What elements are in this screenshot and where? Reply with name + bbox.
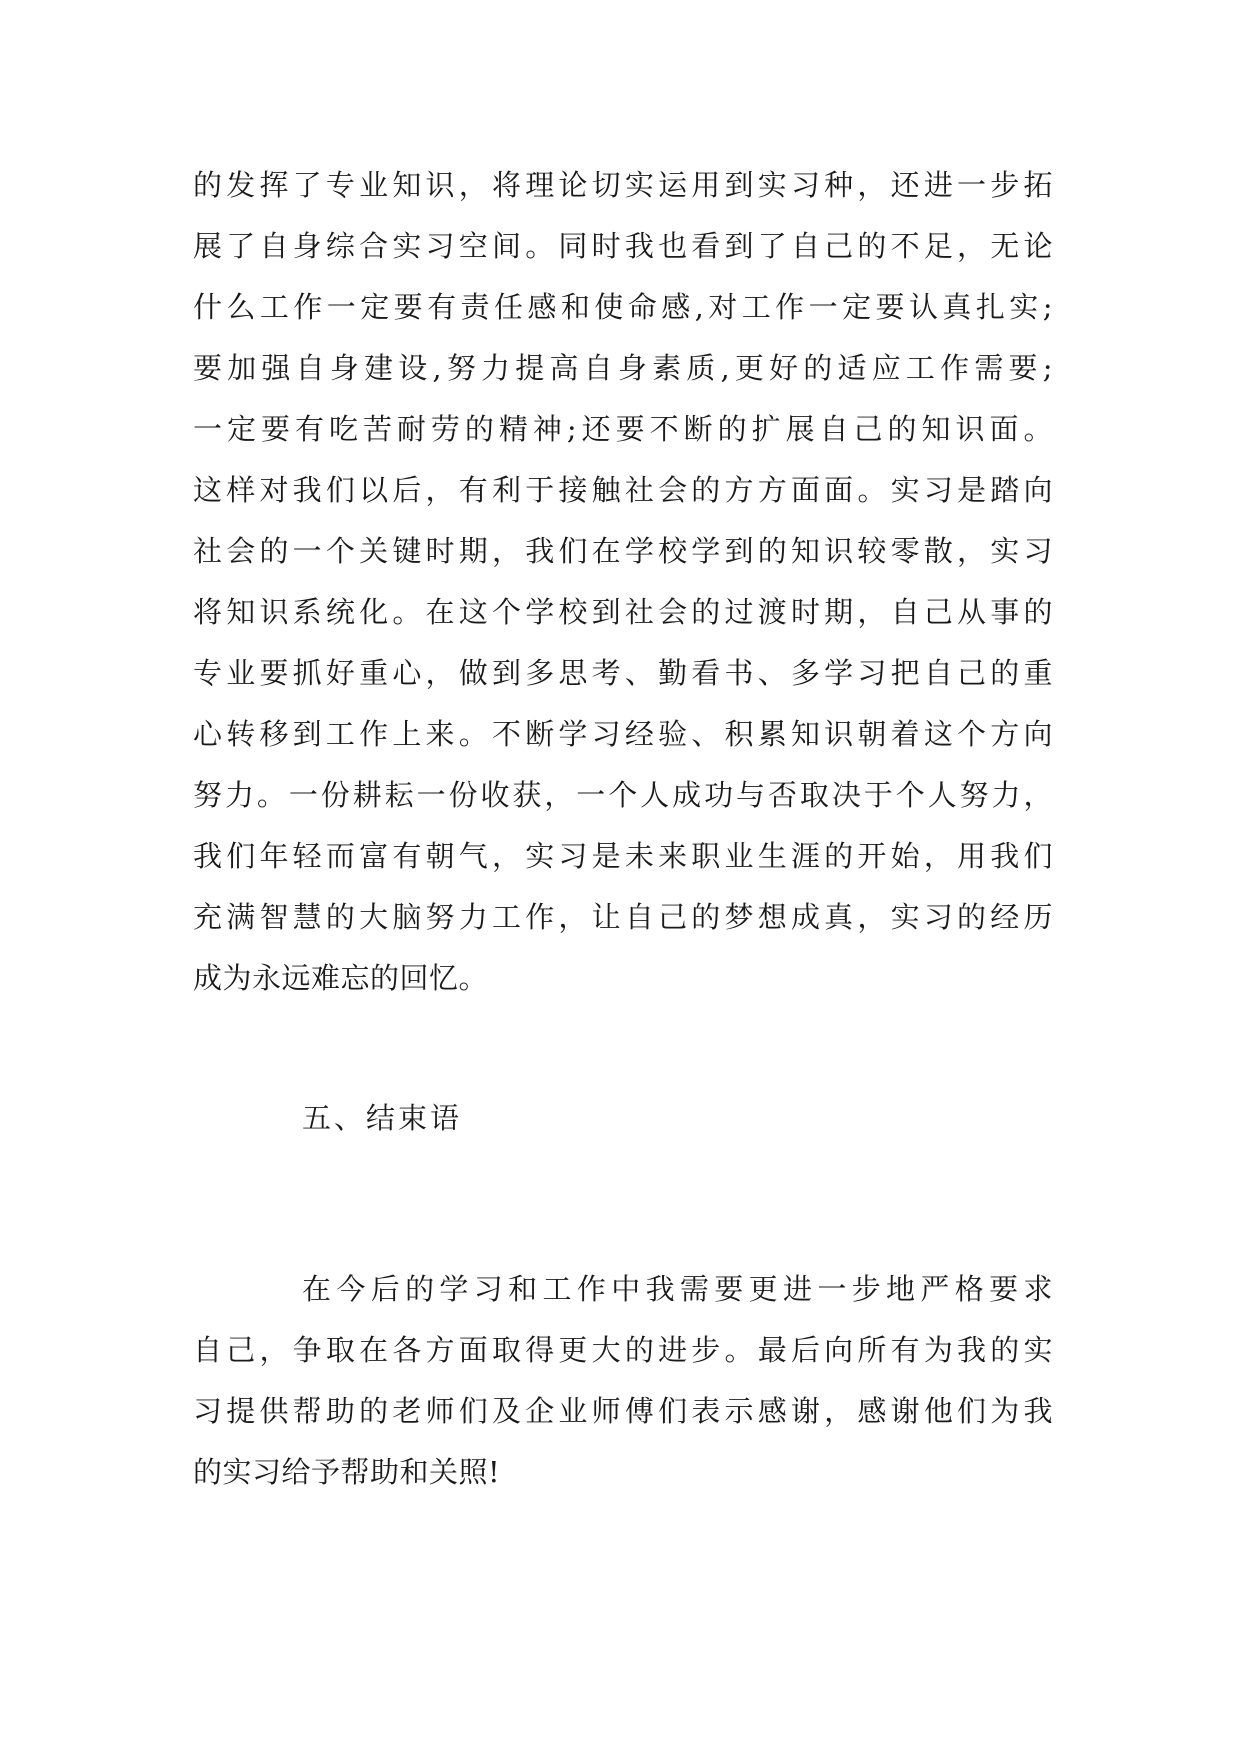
paragraph-line: 成为永远难忘的回忆。 bbox=[193, 961, 489, 995]
paragraph-line: 自己，争取在各方面取得更大的进步。最后向所有为我的实 bbox=[193, 1333, 1053, 1367]
paragraph-line: 心转移到工作上来。不断学习经验、积累知识朝着这个方向 bbox=[193, 717, 1053, 751]
paragraph-line: 习提供帮助的老师们及企业师傅们表示感谢，感谢他们为我 bbox=[193, 1394, 1053, 1428]
paragraph-line: 努力。一份耕耘一份收获，一个人成功与否取决于个人努力， bbox=[193, 778, 1053, 812]
paragraph-line: 我们年轻而富有朝气，实习是未来职业生涯的开始，用我们 bbox=[193, 839, 1053, 873]
paragraph-line: 充满智慧的大脑努力工作，让自己的梦想成真，实习的经历 bbox=[193, 900, 1053, 934]
paragraph-line: 的实习给予帮助和关照! bbox=[193, 1455, 501, 1489]
paragraph-line: 要加强自身建设,努力提高自身素质,更好的适应工作需要; bbox=[193, 351, 1053, 385]
paragraph-line: 这样对我们以后，有利于接触社会的方方面面。实习是踏向 bbox=[193, 473, 1053, 507]
paragraph-line: 专业要抓好重心，做到多思考、勤看书、多学习把自己的重 bbox=[193, 656, 1053, 690]
paragraph-line: 在今后的学习和工作中我需要更进一步地严格要求 bbox=[302, 1272, 1053, 1306]
paragraph-line: 展了自身综合实习空间。同时我也看到了自己的不足，无论 bbox=[193, 229, 1053, 263]
paragraph-line: 社会的一个关键时期，我们在学校学到的知识较零散，实习 bbox=[193, 534, 1053, 568]
paragraph-line: 的发挥了专业知识，将理论切实运用到实习种，还进一步拓 bbox=[193, 168, 1053, 202]
section-heading: 五、结束语 bbox=[302, 1101, 463, 1135]
paragraph-line: 一定要有吃苦耐劳的精神;还要不断的扩展自己的知识面。 bbox=[193, 412, 1053, 446]
paragraph-line: 什么工作一定要有责任感和使命感,对工作一定要认真扎实; bbox=[193, 290, 1053, 324]
paragraph-line: 将知识系统化。在这个学校到社会的过渡时期，自己从事的 bbox=[193, 595, 1053, 629]
